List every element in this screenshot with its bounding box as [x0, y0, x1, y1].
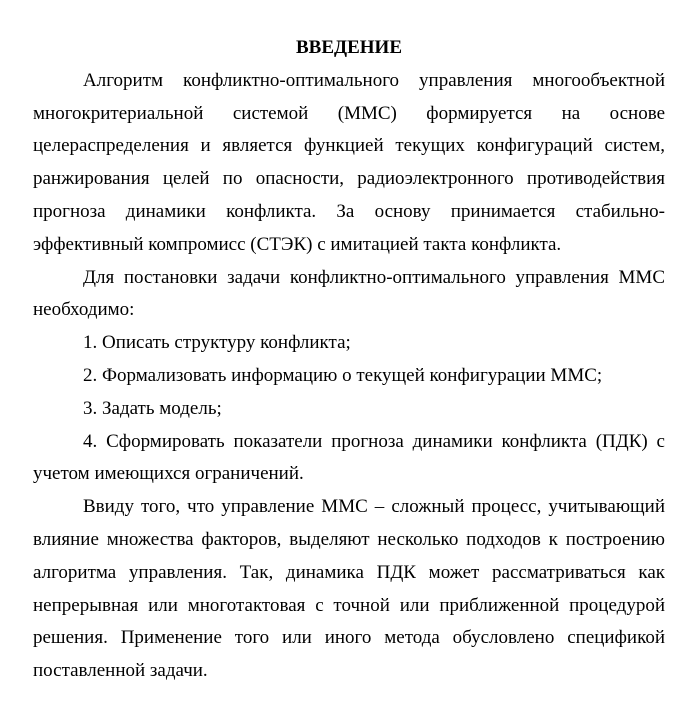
text-line: Ввиду того, что управление ММС – сложный процесс, учитывающий	[83, 496, 665, 518]
text-line: 4. Сформировать показатели прогноза динамики конфликта (ПДК) с	[83, 430, 665, 452]
text-line: решения. Применение того или иного метода обусловлено спецификой	[33, 627, 665, 649]
text-line: ранжирования целей по опасности, радиоэлектронного противодействия	[33, 168, 665, 190]
paragraph	[33, 262, 665, 328]
text-line: прогноза динамики конфликта. За основу принимается стабильно-	[33, 200, 665, 222]
text-line: учетом имеющихся ограничений.	[33, 463, 304, 485]
document-title: ВВЕДЕНИЕ	[296, 37, 402, 58]
text-line: Алгоритм конфликтно-оптимального управления многообъектной	[83, 69, 665, 91]
text-line: 3. Задать модель;	[83, 397, 222, 419]
paragraph	[33, 65, 665, 262]
text-line: поставленной задачи.	[33, 660, 208, 682]
text-line: многокритериальной системой (ММС) формируется на основе	[33, 102, 665, 124]
text-line: 2. Формализовать информацию о текущей конфигурации ММС;	[83, 364, 603, 386]
text-line: 1. Описать структуру конфликта;	[83, 332, 351, 354]
text-line: алгоритма управления. Так, динамика ПДК может рассматриваться как	[33, 561, 665, 583]
paragraph	[33, 491, 665, 688]
list-item	[33, 327, 665, 360]
list-item	[33, 393, 665, 426]
list-item	[33, 360, 665, 393]
list-item	[33, 426, 665, 492]
text-line: Для постановки задачи конфликтно-оптимального управления ММС	[83, 266, 665, 288]
text-line: эффективный компромисс (СТЭК) с имитацией такта конфликта.	[33, 233, 562, 255]
text-line: влияние множества факторов, выделяют несколько подходов к построению	[33, 528, 665, 550]
text-line: необходимо:	[33, 299, 135, 321]
text-line: непрерывная или многотактовая с точной или приближенной процедурой	[33, 594, 665, 616]
document-body	[33, 65, 665, 688]
text-line: целераспределения и является функцией текущих конфигураций систем,	[33, 135, 665, 157]
